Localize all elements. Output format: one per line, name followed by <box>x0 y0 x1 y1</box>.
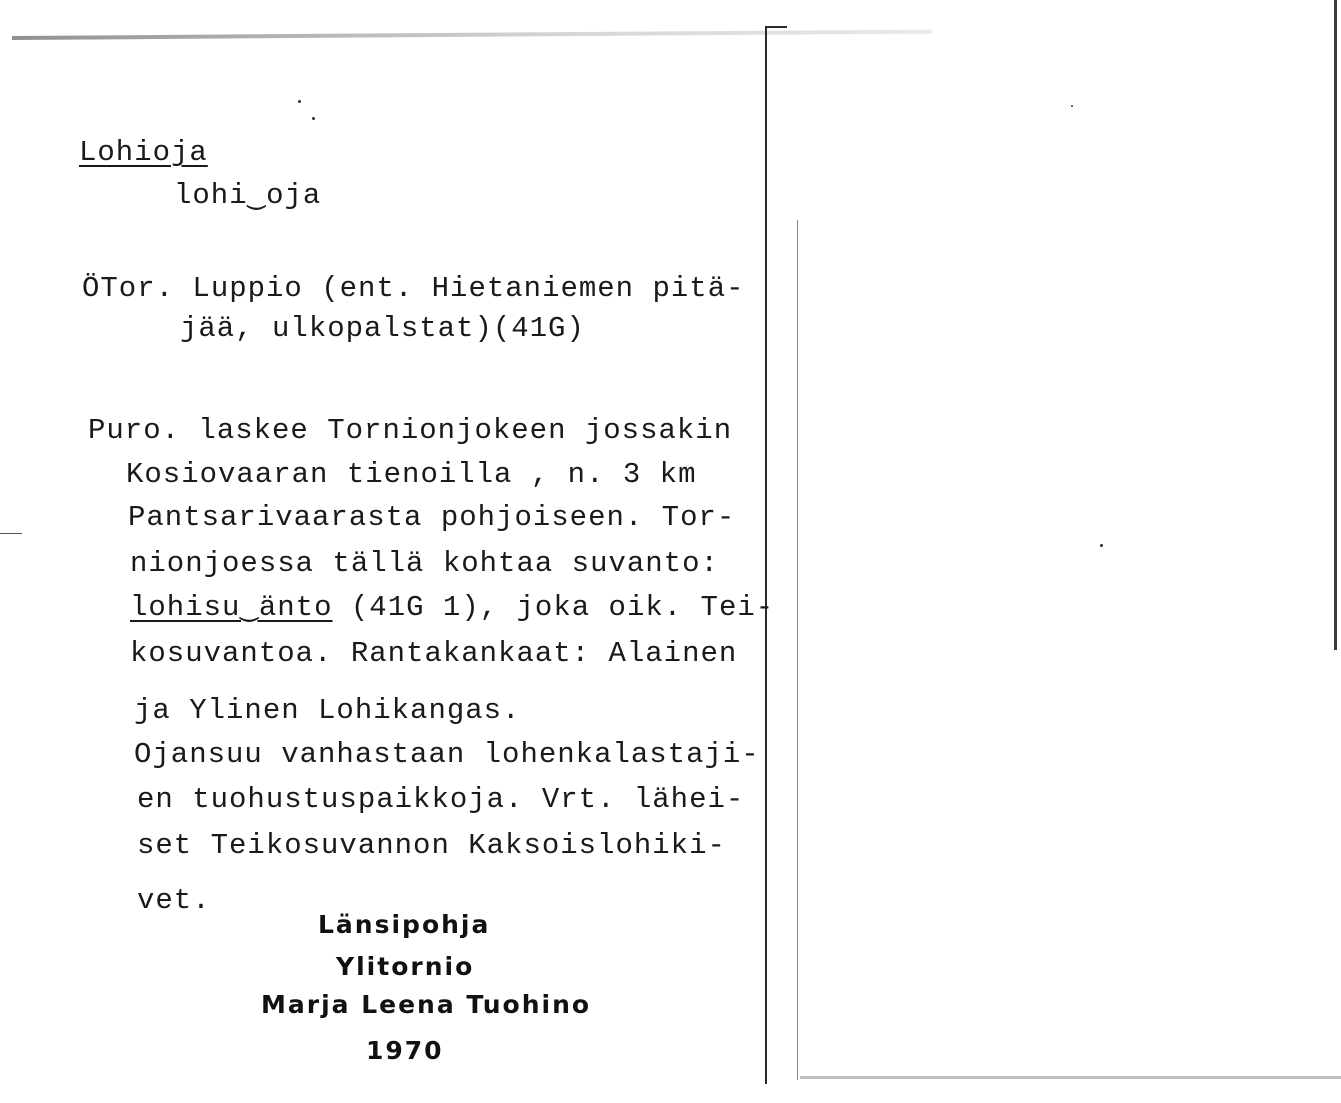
headword: Lohioja <box>79 136 208 169</box>
scan-speck <box>1071 105 1073 107</box>
description-line: Puro. laskee Tornionjokeen jossakin <box>88 414 733 447</box>
description-line: Kosiovaaran tienoilla , n. 3 km <box>126 458 697 491</box>
scan-bottom-edge <box>800 1076 1341 1079</box>
underlined-name: lohisu‿änto <box>130 591 333 624</box>
card-divider-secondary <box>797 220 798 1080</box>
card-divider <box>765 26 767 1084</box>
stamp-collector: Marja Leena Tuohino <box>261 990 592 1019</box>
scan-edge-top <box>12 30 932 40</box>
stamp-year: 1970 <box>366 1036 444 1065</box>
description-line: en tuohustuspaikkoja. Vrt. lähei- <box>137 783 745 816</box>
description-line: Pantsarivaarasta pohjoiseen. Tor- <box>128 501 736 534</box>
description-line <box>130 593 774 623</box>
stamp-parish: Ylitornio <box>336 952 475 981</box>
card-divider-top <box>765 26 787 28</box>
location-line: jää, ulkopalstat)(41G) <box>180 312 585 345</box>
description-line: vet. <box>137 884 211 917</box>
compound-form: lohi‿oja <box>174 179 322 212</box>
scan-left-tick <box>0 533 22 534</box>
description-line: Ojansuu vanhastaan lohenkalastaji- <box>134 738 760 771</box>
description-line-rest: (41G 1), joka oik. Tei- <box>332 591 775 624</box>
description-line: ja Ylinen Lohikangas. <box>134 694 521 727</box>
scan-right-edge <box>1334 0 1337 650</box>
location-line: ÖTor. Luppio (ent. Hietaniemen pitä- <box>82 272 745 305</box>
description-line: kosuvantoa. Rantakankaat: Alainen <box>130 637 738 670</box>
scan-speck <box>312 117 315 120</box>
scan-speck <box>298 100 301 103</box>
description-line: set Teikosuvannon Kaksoislohiki- <box>137 829 726 862</box>
description-line: nionjoessa tällä kohtaa suvanto: <box>130 547 719 580</box>
scan-speck <box>1100 544 1103 547</box>
stamp-region: Länsipohja <box>318 910 491 939</box>
